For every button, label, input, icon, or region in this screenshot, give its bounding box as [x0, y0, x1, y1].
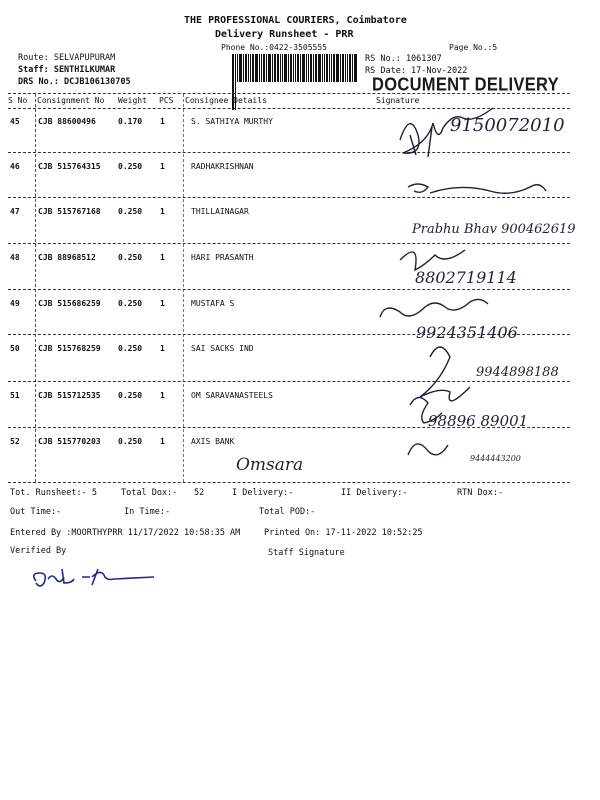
printed-on: Printed On: 17-11-2022 10:52:25	[264, 528, 423, 538]
row-sno: 46	[10, 162, 20, 171]
row-consignee: HARI PRASANTH	[191, 253, 254, 262]
row-sno: 52	[10, 437, 20, 446]
total-pod: Total POD:-	[259, 507, 316, 517]
row-consignee: RADHAKRISHNAN	[191, 162, 254, 171]
ii-delivery: II Delivery:-	[341, 488, 408, 498]
row-consignment: CJB 515764315	[38, 162, 101, 171]
divider	[8, 93, 570, 94]
row-weight: 0.250	[118, 162, 143, 171]
handwritten-note: 9150072010	[450, 115, 565, 136]
row-sno: 51	[10, 391, 20, 400]
row-pcs: 1	[160, 437, 165, 446]
staff-signature-label: Staff Signature	[268, 548, 345, 558]
rs-number: RS No.: 1061307	[365, 54, 442, 64]
col-weight-header: Weight	[118, 96, 147, 105]
drs-number: DRS No.: DCJB106130705	[18, 77, 131, 87]
row-weight: 0.250	[118, 437, 143, 446]
handwritten-name: Omsara	[236, 455, 304, 475]
row-sno: 49	[10, 299, 20, 308]
row-pcs: 1	[160, 117, 165, 126]
row-pcs: 1	[160, 299, 165, 308]
col-signature-header: Signature	[376, 96, 420, 105]
row-pcs: 1	[160, 344, 165, 353]
row-sno: 48	[10, 253, 20, 262]
rs-date: RS Date: 17-Nov-2022	[365, 66, 468, 76]
handwritten-note: 8802719114	[415, 268, 517, 287]
document-title: Delivery Runsheet - PRR	[215, 29, 354, 40]
in-time: In Time:-	[124, 507, 171, 517]
row-pcs: 1	[160, 207, 165, 216]
handwritten-note: Prabhu Bhav 900462619	[412, 222, 576, 237]
i-delivery: I Delivery:-	[232, 488, 294, 498]
handwritten-note: 9944898188	[476, 365, 559, 380]
row-consignee: S. SATHIYA MURTHY	[191, 117, 273, 126]
row-weight: 0.250	[118, 344, 143, 353]
row-consignee: MUSTAFA S	[191, 299, 235, 308]
rtn-dox: RTN Dox:-	[457, 488, 504, 498]
row-sno: 50	[10, 344, 20, 353]
row-pcs: 1	[160, 391, 165, 400]
row-consignee: AXIS BANK	[191, 437, 235, 446]
total-dox-value: 52	[194, 488, 205, 498]
staff: Staff: SENTHILKUMAR	[18, 65, 116, 75]
col-sno-header: S No	[8, 96, 28, 105]
row-sno: 45	[10, 117, 20, 126]
row-consignment: CJB 88968512	[38, 253, 96, 262]
route: Route: SELVAPUPURAM	[18, 53, 116, 63]
verified-by: Verified By	[10, 546, 67, 556]
row-consignment: CJB 515767168	[38, 207, 101, 216]
row-weight: 0.250	[118, 207, 143, 216]
handwritten-note: 98896 89001	[428, 412, 529, 430]
phone-number: Phone No.:0422-3505555	[221, 43, 327, 52]
divider	[8, 482, 570, 483]
row-consignment: CJB 515768259	[38, 344, 101, 353]
handwritten-note: 9924351406	[416, 323, 518, 342]
row-weight: 0.250	[118, 391, 143, 400]
row-consignee: OM SARAVANASTEELS	[191, 391, 273, 400]
row-pcs: 1	[160, 162, 165, 171]
row-consignment: CJB 88600496	[38, 117, 96, 126]
company-name: THE PROFESSIONAL COURIERS, Coimbatore	[184, 15, 407, 26]
out-time: Out Time:-	[10, 507, 62, 517]
row-consignment: CJB 515770203	[38, 437, 101, 446]
total-dox-label: Total Dox:-	[121, 488, 178, 498]
row-weight: 0.170	[118, 117, 143, 126]
barcode	[232, 54, 360, 82]
row-weight: 0.250	[118, 253, 143, 262]
row-pcs: 1	[160, 253, 165, 262]
handwritten-note: 9444443200	[470, 454, 521, 463]
verifier-signature	[28, 565, 168, 595]
row-consignment: CJB 515686259	[38, 299, 101, 308]
row-weight: 0.250	[118, 299, 143, 308]
document-delivery-stamp: DOCUMENT DELIVERY	[372, 75, 559, 95]
col-consignee-header: Consignee Details	[185, 96, 267, 105]
total-runsheet: Tot. Runsheet:- 5	[10, 488, 97, 498]
row-consignment: CJB 515712535	[38, 391, 101, 400]
page-number: Page No.:5	[449, 43, 498, 52]
col-consignment-header: Consignment No	[37, 96, 105, 105]
row-consignee: THILLAINAGAR	[191, 207, 249, 216]
col-pcs-header: PCS	[159, 96, 174, 105]
row-consignee: SAI SACKS IND	[191, 344, 254, 353]
entered-by: Entered By :MOORTHYPRR 11/17/2022 10:58:35 AM	[10, 528, 241, 538]
row-sno: 47	[10, 207, 20, 216]
